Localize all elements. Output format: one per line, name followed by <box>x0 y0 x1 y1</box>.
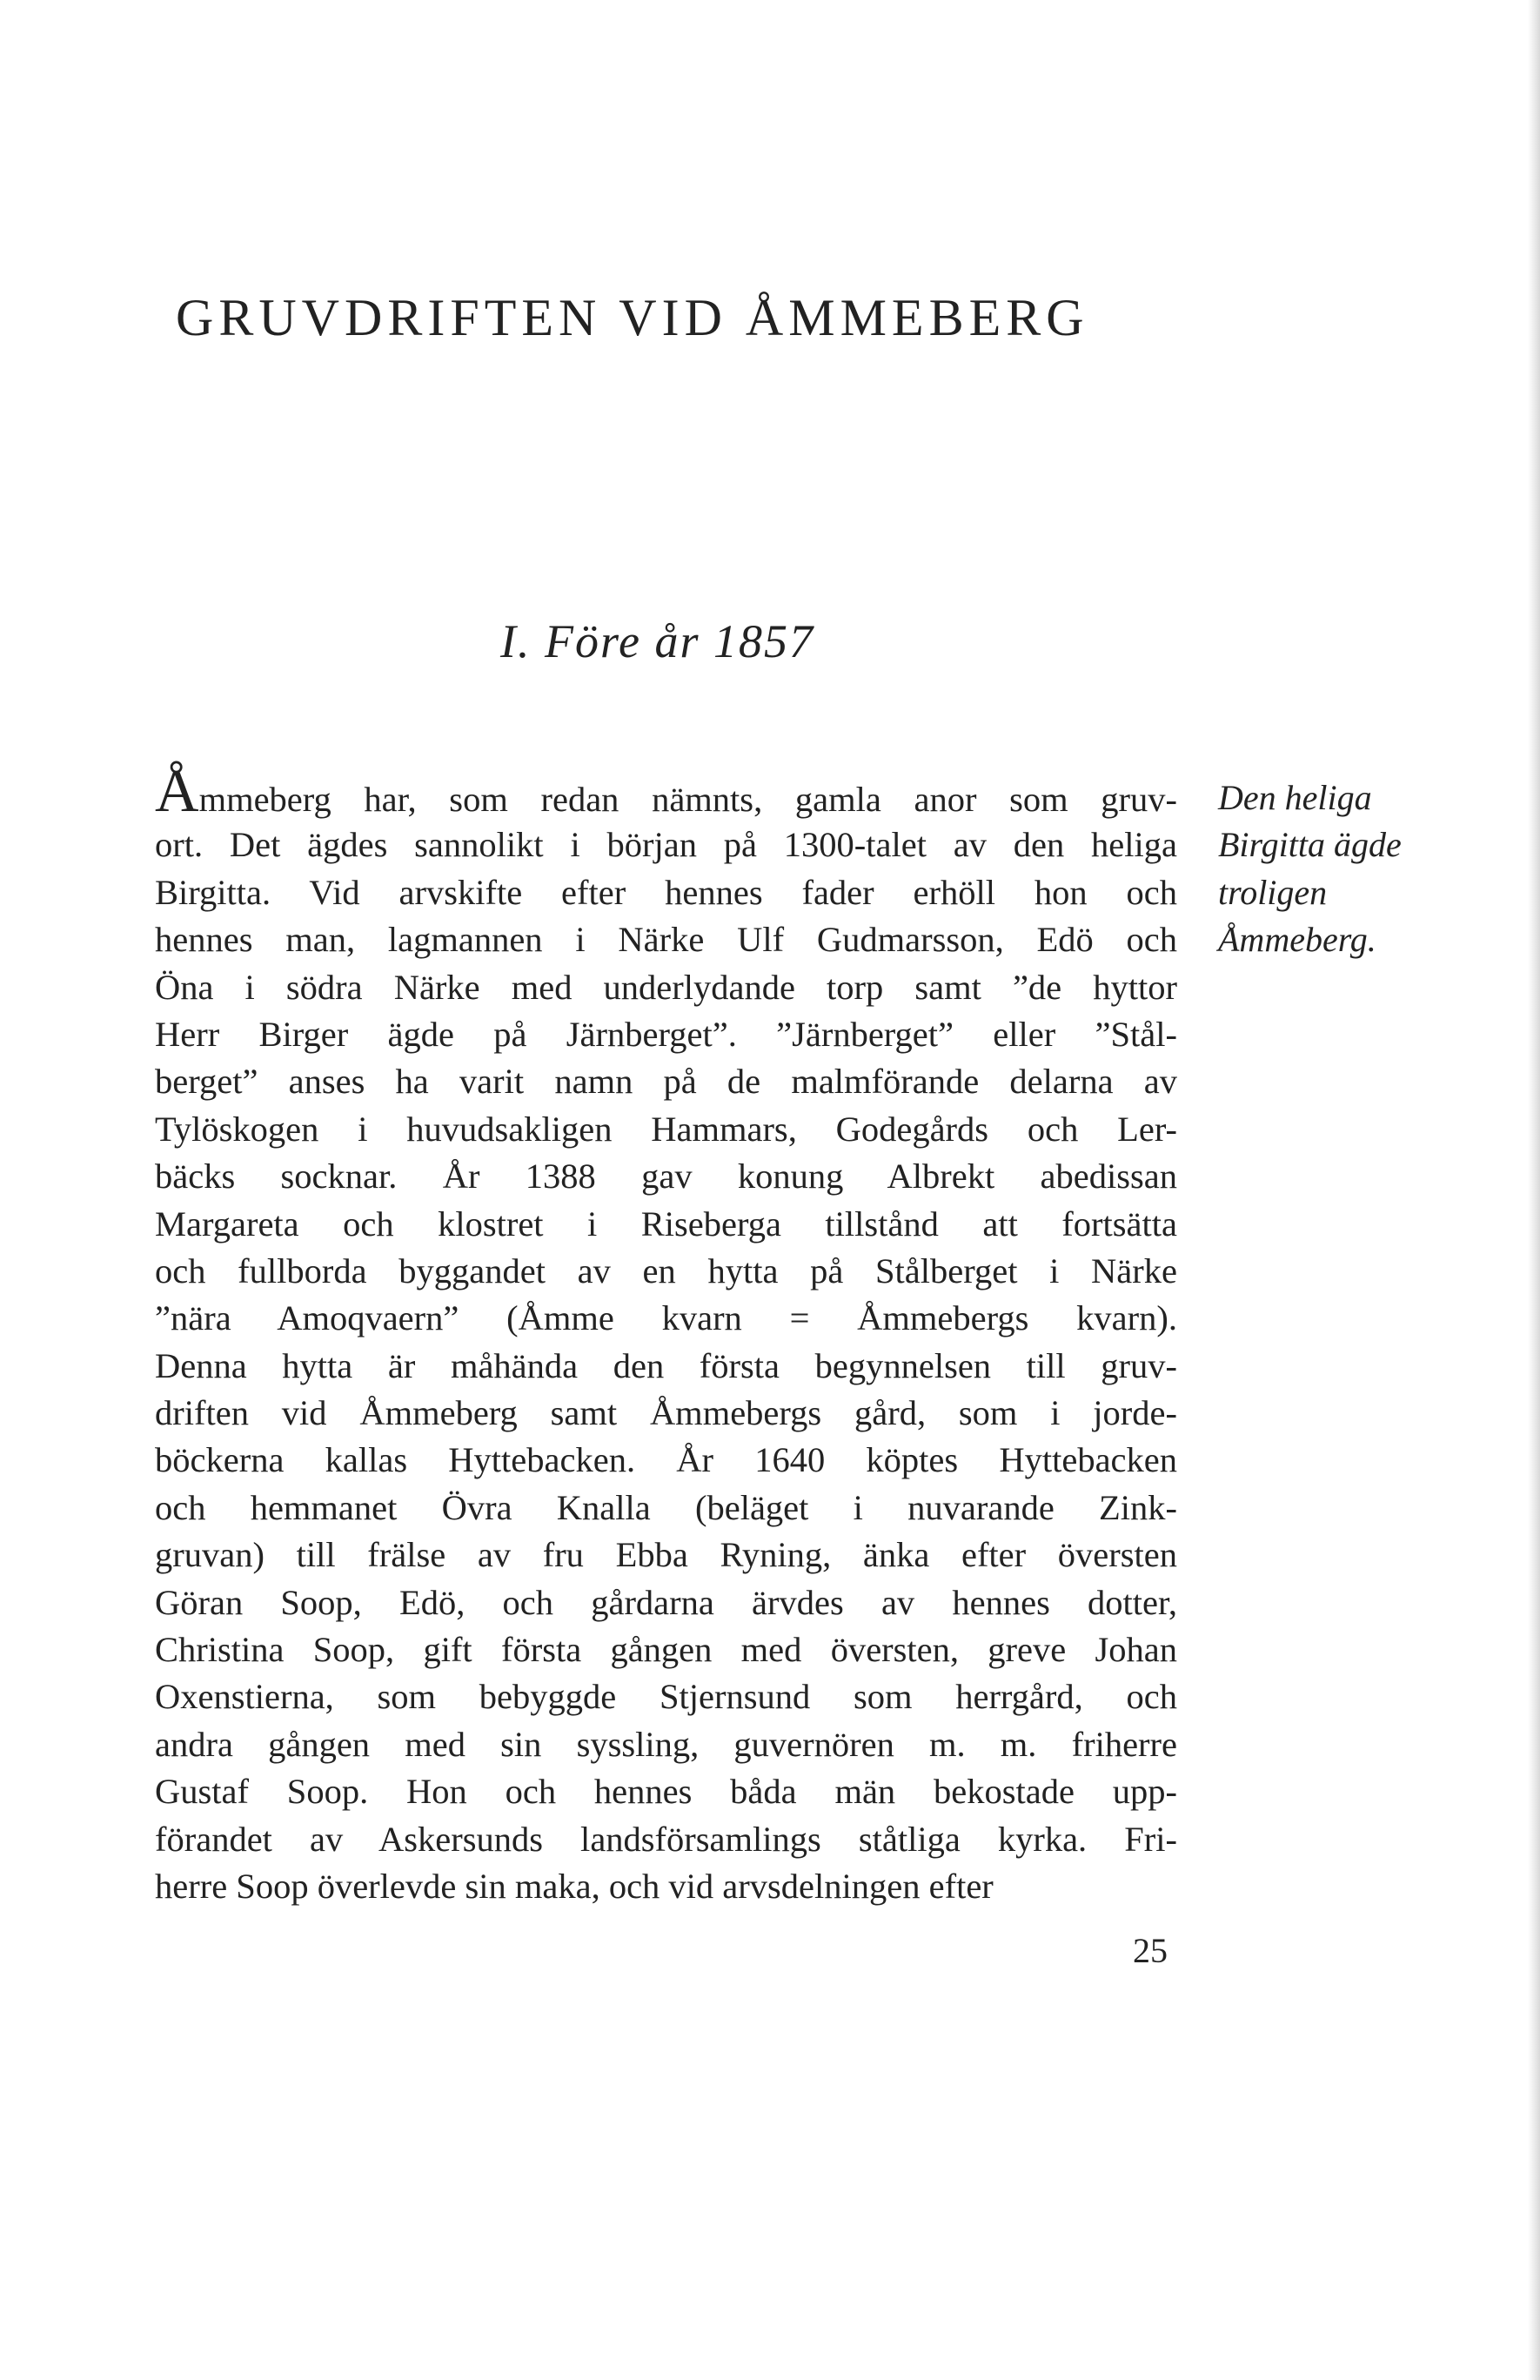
body-line: Birgitta. Vid arvskifte efter hennes fader erhöll hon och <box>155 872 1177 912</box>
body-line <box>155 758 1177 825</box>
body-line: Christina Soop, gift första gången med översten, greve Johan <box>155 1630 1177 1670</box>
margin-note <box>1218 774 1402 964</box>
body-line: Margareta och klostret i Riseberga tillstånd att fortsätta <box>155 1203 1177 1244</box>
body-line: andra gången med sin syssling, guvernören m. m. friherre <box>155 1724 1177 1764</box>
body-line: Gustaf Soop. Hon och hennes båda män bekostade upp- <box>155 1772 1177 1812</box>
body-line: böckerna kallas Hyttebacken. År 1640 köptes Hyttebacken <box>155 1440 1177 1480</box>
body-line-text: mmeberg har, som redan nämnts, gamla anor som gruv- <box>198 780 1177 819</box>
body-line: och hemmanet Övra Knalla (beläget i nuvarande Zink- <box>155 1487 1177 1527</box>
body-line: herre Soop överlevde sin maka, och vid arvsdelningen efter <box>155 1866 994 1906</box>
body-line: Öna i södra Närke med underlydande torp samt ”de hyttor <box>155 967 1177 1007</box>
body-line: förandet av Askersunds landsförsamlings ståtliga kyrka. Fri- <box>155 1819 1177 1859</box>
body-line: Tylöskogen i huvudsakligen Hammars, Godegårds och Ler- <box>155 1109 1177 1149</box>
section-heading: I. Före år 1857 <box>500 615 814 667</box>
body-line: Oxenstierna, som bebyggde Stjernsund som herrgård, och <box>155 1677 1177 1717</box>
drop-cap: Å <box>155 758 199 825</box>
body-line: Herr Birger ägde på Järnberget”. ”Järnberget” eller ”Stål- <box>155 1014 1177 1054</box>
margin-note-line: Åmmeberg. <box>1218 920 1376 960</box>
body-line: hennes man, lagmannen i Närke Ulf Gudmarsson, Edö och <box>155 920 1177 960</box>
body-line: driften vid Åmmeberg samt Åmmebergs gård, som i jorde- <box>155 1393 1177 1433</box>
body-line: ”nära Amoqvaern” (Åmme kvarn = Åmmebergs kvarn). <box>155 1298 1177 1338</box>
margin-note-line: Den heliga <box>1218 778 1372 817</box>
body-line: och fullborda byggandet av en hytta på Stålberget i Närke <box>155 1250 1177 1291</box>
body-line: berget” anses ha varit namn på de malmförande delarna av <box>155 1062 1177 1102</box>
margin-note-line: Birgitta ägde <box>1218 825 1402 865</box>
chapter-title: GRUVDRIFTEN VID ÅMMEBERG <box>176 289 1089 346</box>
page-number: 25 <box>1133 1931 1168 1970</box>
body-line: Göran Soop, Edö, och gårdarna ärvdes av hennes dotter, <box>155 1582 1177 1622</box>
body-line: ort. Det ägdes sannolikt i början på 1300-talet av den heliga <box>155 825 1177 865</box>
body-line: Denna hytta är måhända den första begynnelsen till gruv- <box>155 1345 1177 1385</box>
page-edge-shadow <box>1528 0 1540 2380</box>
margin-note-line: troligen <box>1218 872 1328 912</box>
body-text <box>155 758 1177 1910</box>
body-line: gruvan) till frälse av fru Ebba Ryning, änka efter översten <box>155 1535 1177 1575</box>
body-line: bäcks socknar. År 1388 gav konung Albrekt abedissan <box>155 1156 1177 1197</box>
